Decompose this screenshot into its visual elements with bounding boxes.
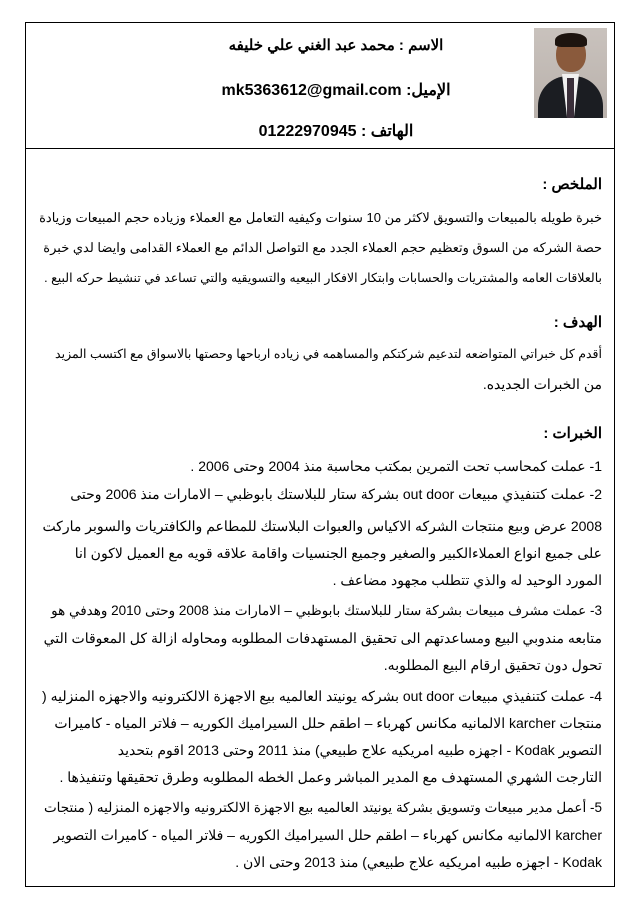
experience-line: 3- عملت مشرف مبيعات بشركة ستار للبلاستك بابوظبي – الامارات منذ 2008 وحتى 2010 وهدفي هو bbox=[51, 603, 602, 618]
email-line bbox=[176, 80, 496, 100]
experience-line: التصوير Kodak - اجهزه طبيه امريكيه علاج طبيعي) منذ 2011 وحتى 2013 اقوم بتحديد bbox=[117, 742, 602, 758]
experience-line: 2- عملت كتنفيذي مبيعات out door بشركة ستار للبلاستك بابوظبي – الامارات منذ 2006 وحتى bbox=[70, 486, 602, 502]
experience-line: 2008 عرض وبيع منتجات الشركه الاكياس والعبوات البلاستك للمطاعم والكافتريات والسوبر ماركت bbox=[42, 518, 602, 534]
experience-line: على جميع انواع العملاءالكبير والصغير وجميع الجنسيات واقامة علاقه قويه مع العميل لاكون انا bbox=[74, 545, 602, 561]
resume-header bbox=[26, 23, 614, 149]
experience-line: 1- عملت كمحاسب تحت التمرين بمكتب محاسبة منذ 2004 وحتى 2006 . bbox=[190, 458, 602, 474]
phone-value: 01222970945 bbox=[258, 123, 357, 140]
email-label: الإميل: bbox=[406, 82, 451, 99]
experience-line: منتجات karcher الالمانيه مكانس كهرباء – اطقم حلل السيراميك الكوريه – فلاتر المياه - كاميرات bbox=[54, 715, 602, 731]
profile-photo bbox=[534, 28, 607, 118]
experience-line: 4- عملت كتنفيذي مبيعات out door بشركه يونيتد العالميه بيع الاجهزة الالكترونيه والاجهزه المنزليه ( bbox=[42, 688, 602, 704]
name-line: الاسم : محمد عبد الغني علي خليفه bbox=[228, 37, 444, 54]
objective-heading: الهدف : bbox=[553, 314, 602, 331]
summary-line: حصة الشركه من السوق وتعظيم حجم العملاء الجدد مع التواصل الدائم مع العملاء القدامى وايضا لدي خبرة bbox=[43, 240, 602, 255]
experience-line: المورد الوحيد له والذي تتطلب مجهود مضاعف . bbox=[332, 572, 602, 588]
email-value[interactable]: mk5363612@gmail.com bbox=[221, 82, 402, 99]
experience-heading: الخبرات : bbox=[543, 425, 602, 442]
experience-line: التارجت الشهري المستهدف مع المدير المباشر وعمل الخطه المطلوبه وطرق تحقيقها وتنفيذها . bbox=[59, 769, 602, 785]
resume-frame bbox=[25, 22, 615, 887]
summary-heading: الملخص : bbox=[542, 176, 602, 193]
experience-line: متابعه مندوبي البيع ومساعدتهم الى تحقيق المستهدفات المطلوبه ومحاوله ازالة كل المعوقات التي bbox=[43, 630, 602, 646]
objective-line: أقدم كل خبراتي المتواضعه لتدعيم شركتكم والمساهمه في زياده ارباحها وحصتها بالاسواق مع اكتسب المزيد bbox=[55, 347, 602, 361]
summary-line: بالعلاقات العامه والمشتريات والحسابات وابتكار الافكار البيعيه والتسويقيه والتي تساعد في تنشيط حركه البيع . bbox=[44, 271, 602, 285]
experience-line: Kodak - اجهزه طبيه امريكيه علاج طبيعي) منذ 2013 وحتى الان . bbox=[235, 854, 602, 870]
objective-line: من الخبرات الجديده. bbox=[482, 376, 602, 392]
phone-label: الهاتف : bbox=[360, 123, 414, 140]
experience-line: تحول دون تحقيق ارقام البيع المطلوبه. bbox=[383, 657, 602, 673]
experience-line: karcher الالمانيه مكانس كهرباء – اطقم حلل السيراميك الكوريه – فلاتر المياه - كاميرات التصوير bbox=[53, 827, 602, 843]
summary-line: خبرة طويله بالمبيعات والتسويق لاكثر من 10 سنوات وكيفيه التعامل مع العملاء وزياده حجم المبيعات وزيادة bbox=[39, 210, 602, 225]
phone-line bbox=[176, 121, 496, 141]
experience-line: 5- أعمل مدير مبيعات وتسويق بشركة يونيتد العالميه بيع الاجهزة الالكترونيه والاجهزه المنزليه ( منتجات bbox=[43, 800, 602, 815]
